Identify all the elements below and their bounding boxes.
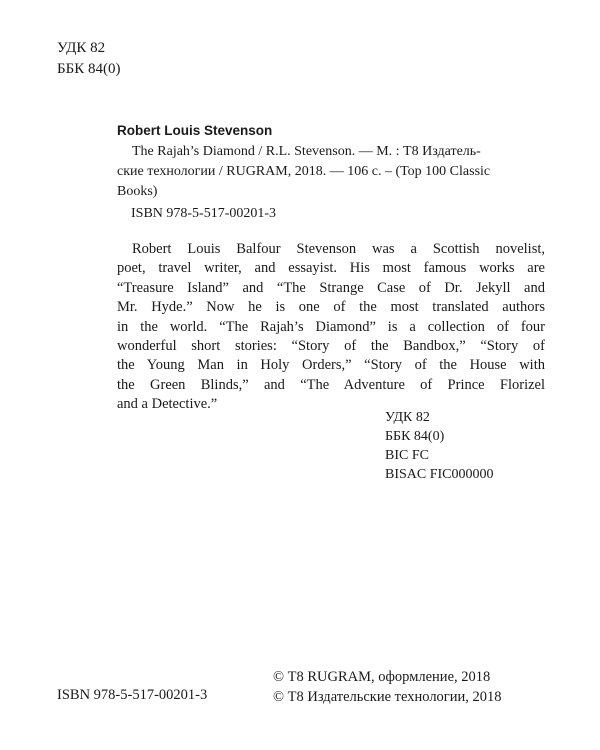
abstract (117, 240, 545, 415)
author-heading: Robert Louis Stevenson (117, 123, 273, 138)
bbk-code: ББК 84(0) (385, 429, 445, 444)
bic-code: BIC FC (385, 448, 429, 463)
copyright-line: © Т8 RUGRAM, оформление, 2018 (273, 669, 491, 685)
bib-line: ские технологии / RUGRAM, 2018. — 106 с. – (Top 100 Classic (117, 164, 491, 179)
abstract-line: and a Detective.” (117, 396, 218, 413)
abstract-line: Mr. Hyde.” Now he is one of the most translated authors (117, 299, 545, 316)
abstract-line: Robert Louis Balfour Stevenson was a Scottish novelist, (132, 241, 545, 257)
abstract-line: wonderful short stories: “Story of the Bandbox,” “Story of (117, 338, 545, 355)
abstract-line: in the world. “The Rajah’s Diamond” is a collection of four (117, 318, 545, 335)
udk-code: УДК 82 (385, 410, 430, 425)
bib-line: Books) (117, 184, 158, 199)
bibliographic-record (117, 142, 542, 202)
bib-line: The Rajah’s Diamond / R.L. Stevenson. — М. : Т8 Издатель- (132, 144, 481, 159)
classification-codes-top (57, 38, 120, 80)
isbn-bottom: ISBN 978-5-517-00201-3 (57, 687, 208, 703)
abstract-line: “Treasure Island” and “The Strange Case of Dr. Jekyll and (117, 279, 545, 296)
copyright-block (273, 667, 502, 707)
bbk-code: ББК 84(0) (57, 61, 121, 77)
udk-code: УДК 82 (57, 40, 106, 56)
bisac-code: BISAC FIC000000 (385, 467, 494, 482)
abstract-line: poet, travel writer, and essayist. His most famous works are (117, 260, 545, 277)
abstract-line: the Young Man in Holy Orders,” “Story of the House with (117, 357, 545, 374)
classification-codes-right (385, 408, 494, 484)
isbn-record: ISBN 978-5-517-00201-3 (131, 206, 277, 221)
abstract-line: the Green Blinds,” and “The Adventure of Prince Florizel (117, 376, 545, 393)
copyright-line: © Т8 Издательские технологии, 2018 (273, 689, 502, 705)
